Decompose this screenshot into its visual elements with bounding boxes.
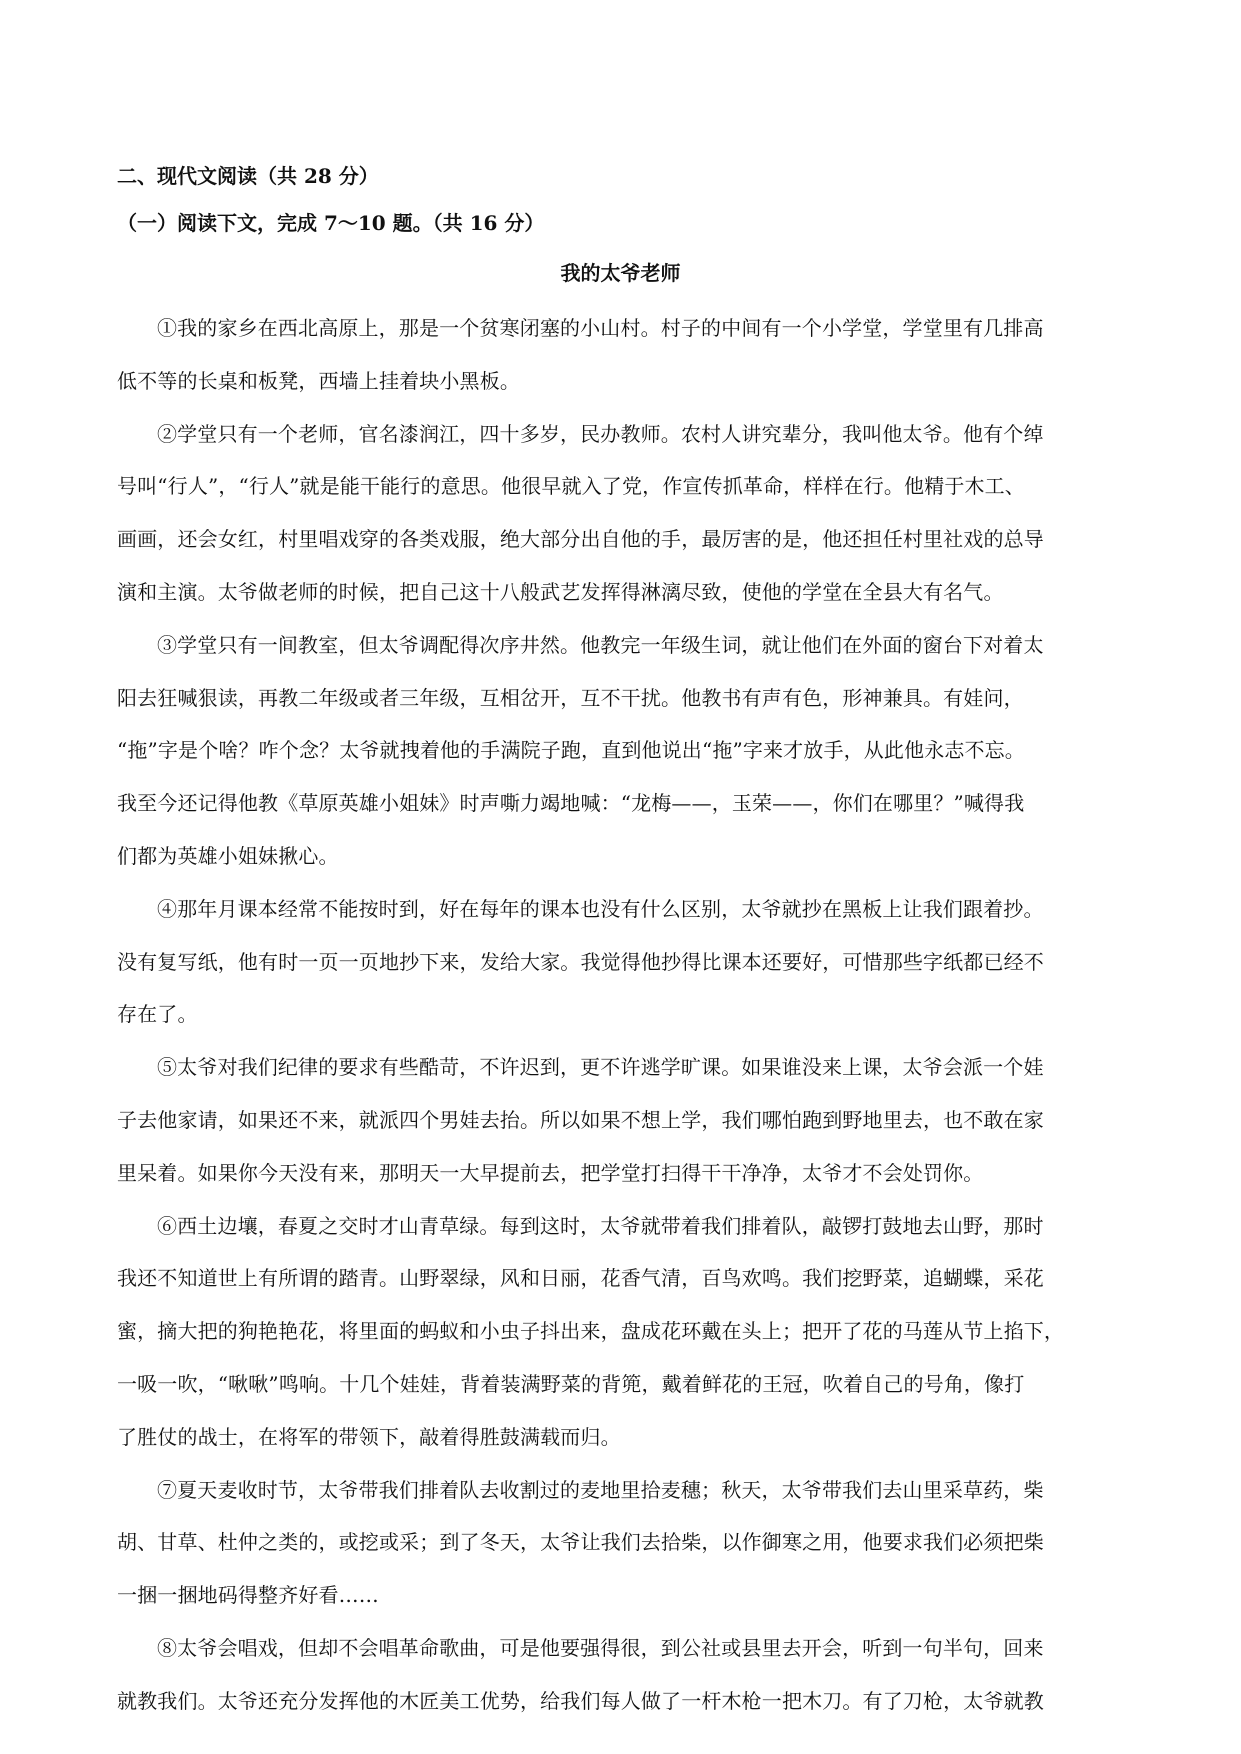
text-line: 没有复写纸，他有时一页一页地抄下来，发给大家。我觉得他抄得比课本还要好，可惜那些字纸都已经不 — [117, 949, 1044, 974]
text-line: 画画，还会女红，村里唱戏穿的各类戏服，绝大部分出自他的手，最厉害的是，他还担任村里社戏的总导 — [117, 527, 1044, 552]
text-line: ④那年月课本经常不能按时到，好在每年的课本也没有什么区别，太爷就抄在黑板上让我们跟着抄。 — [157, 896, 1044, 921]
text-line: ③学堂只有一间教室，但太爷调配得次序井然。他教完一年级生词，就让他们在外面的窗台下对着太 — [157, 632, 1044, 657]
text-line: 一捆一捆地码得整齐好看…… — [117, 1583, 379, 1608]
subsection-heading: （一）阅读下文，完成 7～10 题。（共 16 分） — [117, 211, 545, 235]
text-line: 子去他家请，如果还不来，就派四个男娃去抬。所以如果不想上学，我们哪怕跑到野地里去，也不敢在家 — [117, 1107, 1044, 1132]
text-line: 了胜仗的战士，在将军的带领下，敲着得胜鼓满载而归。 — [117, 1424, 621, 1449]
text-line: 阳去狂喊狠读，再教二年级或者三年级，互相岔开，互不干扰。他教书有声有色，形神兼具。有娃问， — [117, 685, 1024, 710]
text-line: 低不等的长桌和板凳，西墙上挂着块小黑板。 — [117, 368, 520, 393]
paragraph-6 — [117, 1200, 1127, 1464]
paragraph-4 — [117, 883, 1127, 1041]
paragraph-2 — [117, 408, 1127, 619]
text-line: 们都为英雄小姐妹揪心。 — [117, 843, 339, 868]
paragraph-3 — [117, 619, 1127, 883]
text-line: ①我的家乡在西北高原上，那是一个贫寒闭塞的小山村。村子的中间有一个小学堂，学堂里有几排高 — [157, 316, 1044, 340]
text-line: 我至今还记得他教《草原英雄小姐妹》时声嘶力竭地喊：“龙梅——，玉荣——，你们在哪里？”喊得我 — [117, 791, 1025, 816]
article-title: 我的太爷老师 — [560, 261, 681, 285]
text-line: ⑥西土边壤，春夏之交时才山青草绿。每到这时，太爷就带着我们排着队，敲锣打鼓地去山野，那时 — [157, 1213, 1044, 1238]
text-line: 里呆着。如果你今天没有来，那明天一大早提前去，把学堂打扫得干干净净，太爷才不会处罚你。 — [117, 1160, 984, 1185]
text-line: ⑤太爷对我们纪律的要求有些酷苛，不许迟到，更不许逃学旷课。如果谁没来上课，太爷会派一个娃 — [157, 1055, 1044, 1080]
paragraph-7 — [117, 1464, 1127, 1622]
text-line: 一吸一吹，“啾啾”鸣响。十几个娃娃，背着装满野菜的背篼，戴着鲜花的王冠，吹着自己的号角，像打 — [117, 1371, 1025, 1396]
paragraph-5 — [117, 1041, 1127, 1199]
text-line: 演和主演。太爷做老师的时候，把自己这十八般武艺发挥得淋漓尽致，使他的学堂在全县大有名气。 — [117, 579, 1004, 604]
article-body — [117, 302, 1127, 1728]
text-line: ⑧太爷会唱戏，但却不会唱革命歌曲，可是他要强得很，到公社或县里去开会，听到一句半句，回来 — [157, 1635, 1044, 1660]
text-line: ②学堂只有一个老师，官名漆润江，四十多岁，民办教师。农村人讲究辈分，我叫他太爷。他有个绰 — [157, 421, 1044, 446]
text-line: “拖”字是个啥？咋个念？太爷就拽着他的手满院子跑，直到他说出“拖”字来才放手，从此他永志不忘。 — [117, 738, 1025, 763]
text-line: 我还不知道世上有所谓的踏青。山野翠绿，风和日丽，花香气清，百鸟欢鸣。我们挖野菜，追蝴蝶，采花 — [117, 1266, 1044, 1291]
paragraph-1 — [117, 302, 1127, 408]
text-line: ⑦夏天麦收时节，太爷带我们排着队去收割过的麦地里拾麦穗；秋天，太爷带我们去山里采草药，柴 — [157, 1477, 1044, 1502]
text-line: 胡、甘草、杜仲之类的，或挖或采；到了冬天，太爷让我们去拾柴，以作御寒之用，他要求我们必须把柴 — [117, 1530, 1044, 1555]
text-line: 存在了。 — [117, 1002, 198, 1027]
section-heading: 二、现代文阅读（共 28 分） — [117, 164, 379, 188]
text-line: 号叫“行人”，“行人”就是能干能行的意思。他很早就入了党，作宣传抓革命，样样在行。他精于木工、 — [117, 474, 1025, 499]
text-line: 就教我们。太爷还充分发挥他的木匠美工优势，给我们每人做了一杆木枪一把木刀。有了刀枪，太爷就教 — [117, 1688, 1044, 1713]
text-line: 蜜，摘大把的狗艳艳花，将里面的蚂蚁和小虫子抖出来，盘成花环戴在头上；把开了花的马莲从节上掐下， — [117, 1319, 1065, 1344]
paragraph-8 — [117, 1622, 1127, 1728]
